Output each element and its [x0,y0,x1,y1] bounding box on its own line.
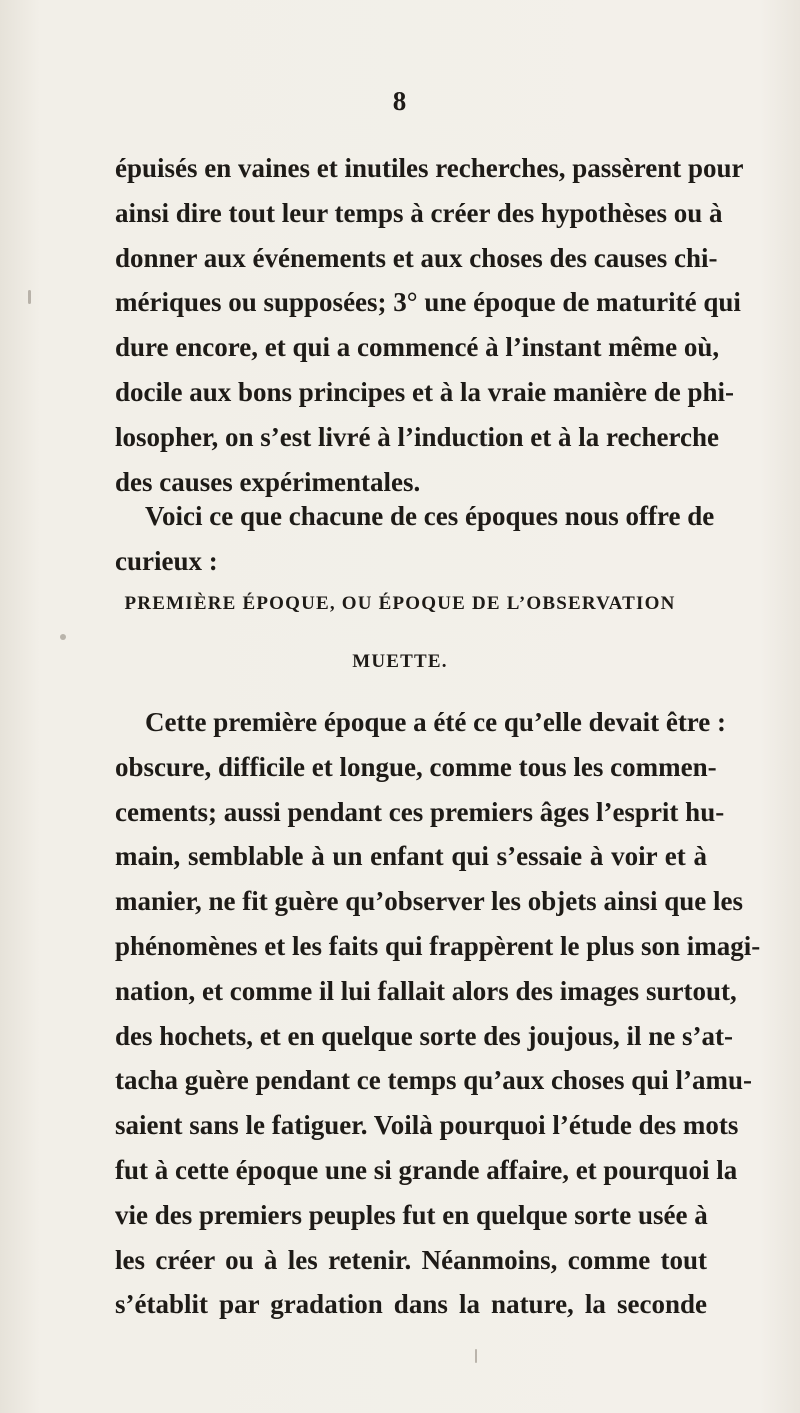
text-line: main, semblable à un enfant qui s’essaie à voir et à [115,841,707,872]
text-line: mériques ou supposées; 3° une époque de maturité qui [115,287,741,318]
text-line: Voici ce que chacune de ces époques nous offre de [145,501,715,531]
text-line: obscure, difficile et longue, comme tous les commen- [115,751,717,782]
paper-speck [475,1349,477,1363]
text-line: losopher, on s’est livré à l’induction et à la recherche [115,421,719,452]
text-line: des causes expérimentales. [115,466,421,497]
section-heading-continuation: MUETTE. [352,651,448,672]
paragraph-continuation [115,146,744,504]
text-line: saient sans le fatiguer. Voilà pourquoi l’étude des mots [115,1110,739,1141]
text-line: vie des premiers peuples fut en quelque sorte usée à [115,1199,708,1230]
text-line: donner aux événements et aux choses des causes chi- [115,242,718,273]
text-line: des hochets, et en quelque sorte des joujous, il ne s’at- [115,1020,733,1051]
paragraph-first-epoch [115,700,761,1327]
paper-speck [60,634,66,640]
paper-speck [28,290,31,304]
text-line: Cette première époque a été ce qu’elle devait être : [145,707,727,737]
text-line: fut à cette époque une si grande affaire, et pourquoi la [115,1154,738,1185]
text-line: curieux : [115,545,218,576]
text-line: manier, ne fit guère qu’observer les objets ainsi que les [115,886,743,917]
text-line: s’établit par gradation dans la nature, la seconde [115,1289,707,1320]
text-line: nation, et comme il lui fallait alors des images surtout, [115,975,737,1006]
section-heading: PREMIÈRE ÉPOQUE, OU ÉPOQUE DE L’OBSERVATION [124,593,676,614]
text-line: cements; aussi pendant ces premiers âges l’esprit hu- [115,796,725,827]
text-line: phénomènes et les faits qui frappèrent le plus son imagi- [115,930,761,961]
text-line: ainsi dire tout leur temps à créer des hypothèses ou à [115,197,723,228]
text-line: dure encore, et qui a commencé à l’instant même où, [115,332,720,363]
page-number: 8 [392,86,408,116]
text-line: les créer ou à les retenir. Néanmoins, comme tout [115,1244,707,1275]
paragraph-intro [115,494,715,584]
text-line: épuisés en vaines et inutiles recherches, passèrent pour [115,153,744,183]
text-line: tacha guère pendant ce temps qu’aux choses qui l’amu- [115,1065,753,1096]
text-line: docile aux bons principes et à la vraie manière de phi- [115,376,734,407]
